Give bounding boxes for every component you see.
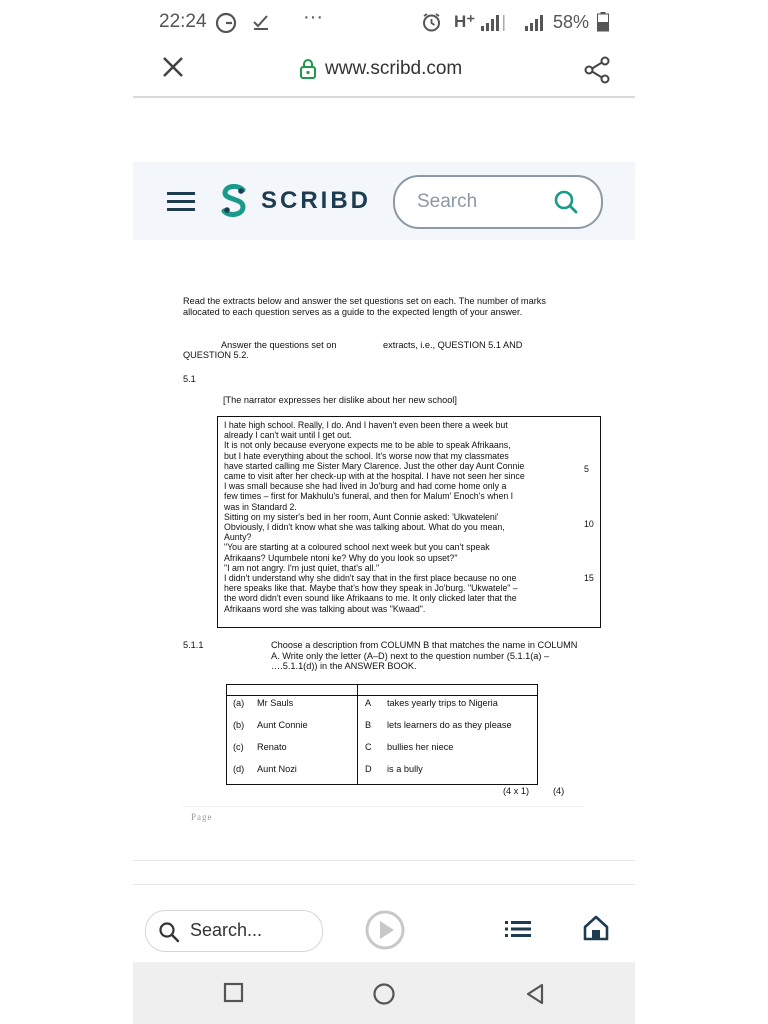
row-key: (c) [233,742,244,752]
menu-line [167,200,195,203]
network-type: H⁺ [454,12,476,31]
android-nav-bar [133,962,635,1024]
table-header-divider [227,695,537,696]
phone-screen [133,0,635,1024]
search-placeholder: Search [417,191,478,212]
extract-line: came to visit after her check-up with at the hospital. I have not seen her since [224,471,525,482]
extract-text [224,420,576,614]
row-description: is a bully [387,764,423,774]
row-description: bullies her niece [387,742,454,752]
circle-icon [372,982,396,1006]
table-row [227,764,537,784]
marks-breakdown: (4 x 1) [503,786,530,796]
line-number: 15 [584,573,594,583]
line-number: 5 [584,464,589,474]
page-footer-label: Page [191,812,213,822]
google-icon [215,12,237,39]
sub-question-number: 5.1.1 [183,640,204,650]
sub-question-text: Choose a description from COLUMN B that matches the name in COLUMN A. Write only the letter (A–D) next to the question number (5.1.1(a) – ….5.1.1(d)) in the ANSWER BOOK. [271,640,578,671]
row-key: (a) [233,698,245,708]
row-letter: C [365,742,372,752]
lock-icon [299,59,317,84]
extract-caption: [The narrator expresses her dislike about her new school] [223,395,457,405]
more-notifications-icon: ··· [303,6,323,28]
square-icon [223,982,245,1004]
row-name: Aunt Connie [257,720,308,730]
table-of-contents-button[interactable] [505,920,531,943]
row-letter: A [365,698,372,708]
extract-line: Afrikaans? Uqumbele ntoni ke? Why do you look so upset?" [224,552,458,563]
row-key: (b) [233,720,245,730]
menu-line [167,208,195,211]
row-letter: B [365,720,372,730]
list-icon [505,920,531,938]
home-nav-button[interactable] [372,982,396,1011]
extract-line: already I can't wait until I get out. [224,430,352,441]
marks-total: (4) [553,786,565,796]
bottom-search-input[interactable] [145,910,323,952]
signal-icon [479,12,511,37]
play-button[interactable] [364,909,406,956]
row-letter: D [365,764,372,774]
row-name: Mr Sauls [257,698,294,708]
search-icon[interactable] [553,189,579,220]
check-download-icon [251,12,271,37]
extract-line: but I hate everything about the school. It's worse now that my classmates [224,450,509,461]
bottom-search-placeholder: Search... [190,920,263,940]
extract-line: Obviously, I didn't know what she was talking about. What do you mean, [224,522,505,533]
scribd-brand-name[interactable]: SCRIBD [261,187,372,214]
row-name: Aunt Nozi [257,764,297,774]
share-button[interactable] [583,56,611,89]
battery-percent: 58% [553,12,590,32]
url-text[interactable]: www.scribd.com [325,58,463,79]
alarm-icon [421,12,442,38]
scribd-header [133,162,635,240]
signal-icon-2 [523,12,547,37]
row-name: Renato [257,742,287,752]
extract-line: Sitting on my sister's bed in her room, Aunt Connie asked: 'Ukwateleni' [224,511,499,522]
battery-icon [597,12,609,37]
close-tab-button[interactable] [161,54,185,86]
menu-line [167,192,195,195]
extract-box [217,416,601,628]
divider [133,860,635,861]
browser-url-bar [133,44,635,98]
status-time: 22:24 [159,11,207,32]
home-icon [582,914,610,942]
table-row [227,742,537,762]
row-key: (d) [233,764,245,774]
scribd-search-input[interactable] [393,175,603,229]
extract-line: Aunty? [224,532,252,543]
extract-line: I hate high school. Really, I do. And I haven't even been there a week but [224,420,508,430]
table-row [227,698,537,718]
extract-line: few times – first for Makhulu's funeral, and then for Malum' Enoch's when I [224,491,514,502]
hamburger-menu-button[interactable] [167,192,195,216]
instruction-part-c: QUESTION 5.2. [183,350,249,360]
extract-line: It is not only because everyone expects me to be able to speak Afrikaans, [224,440,511,451]
scribd-logo-icon[interactable] [219,184,249,223]
search-icon [158,921,180,948]
extract-line: the word didn't even sound like Afrikaans to me. It only clicked later that the [224,593,517,604]
extract-line: have started calling me Sister Mary Clarence. Just the other day Aunt Connie [224,460,525,471]
share-icon [583,56,611,84]
bottom-toolbar [133,898,635,960]
extract-line: "I am not angry. I'm just quiet, that's all." [224,562,380,573]
intro-text: Read the extracts below and answer the set questions set on each. The number of marks allocated to each question serves as a guide to the expected length of your answer. [183,296,546,317]
back-triangle-icon [524,982,546,1006]
divider [133,884,635,885]
extract-line: was in Standard 2. [224,501,297,512]
matching-table [226,684,538,785]
instruction-part-b: extracts, i.e., QUESTION 5.1 AND [383,340,523,350]
home-button[interactable] [582,914,610,947]
page-divider [183,806,583,807]
status-bar [133,0,635,44]
extract-line: "You are starting at a coloured school next week but you can't speak [224,542,490,553]
question-number: 5.1 [183,374,196,384]
table-row [227,720,537,740]
row-description: lets learners do as they please [387,720,512,730]
recent-apps-button[interactable] [223,982,245,1009]
line-number: 10 [584,519,594,529]
extract-line: I was small because she had lived in Jo'burg and had come home only a [224,481,507,492]
row-description: takes yearly trips to Nigeria [387,698,498,708]
instruction-part-a: Answer the questions set on [221,340,337,350]
play-icon [364,909,406,951]
back-nav-button[interactable] [524,982,546,1011]
extract-line: Afrikaans word she was talking about was "Kwaad". [224,603,426,614]
extract-line: here speaks like that. Maybe that's how they speak in Jo'burg. "Ukwatele" – [224,583,518,594]
extract-line: I didn't understand why she didn't say that in the first place because no one [224,573,517,584]
close-icon [161,55,185,79]
